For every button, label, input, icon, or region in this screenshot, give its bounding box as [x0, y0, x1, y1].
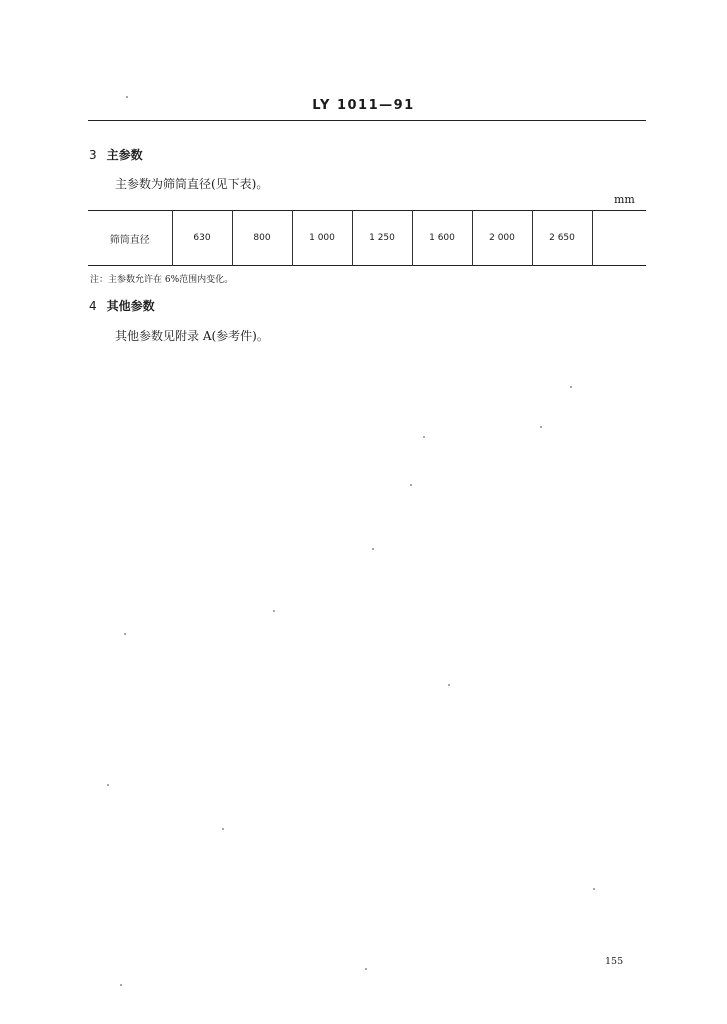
- scan-speck: [273, 610, 275, 612]
- section-4-heading: [89, 297, 155, 314]
- scan-speck: [365, 968, 367, 970]
- scan-speck: [126, 96, 128, 98]
- scan-speck: [124, 633, 126, 635]
- table-row: [88, 211, 646, 266]
- section-4-title: 其他参数: [106, 299, 155, 313]
- scan-speck: [448, 684, 450, 686]
- section-3-heading: [89, 146, 143, 163]
- section-4-text: 其他参数见附录 A(参考件)。: [115, 329, 269, 343]
- scan-speck: [222, 828, 224, 830]
- page-number: 155: [605, 956, 624, 967]
- scan-speck: [423, 436, 425, 438]
- scan-speck: [570, 386, 572, 388]
- table-cell: 630: [172, 211, 232, 266]
- scan-speck: [540, 426, 542, 428]
- table-cell-empty: [592, 211, 646, 266]
- table-cell: 2 650: [532, 211, 592, 266]
- table-cell: 1 600: [412, 211, 472, 266]
- section-3-title: 主参数: [106, 148, 143, 162]
- section-3-text: 主参数为筛筒直径(见下表)。: [115, 177, 269, 191]
- scan-speck: [372, 548, 374, 550]
- scan-speck: [120, 984, 122, 986]
- standard-code-header: LY 1011—91: [312, 98, 415, 113]
- header-rule: [88, 120, 646, 121]
- table-cell: 1 000: [292, 211, 352, 266]
- table-cell: 1 250: [352, 211, 412, 266]
- table-cell: 2 000: [472, 211, 532, 266]
- section-4-number: 4: [89, 299, 97, 313]
- table-unit-label: mm: [614, 193, 635, 206]
- row-label-screen-diameter: 筛筒直径: [109, 234, 150, 246]
- main-parameter-table: [88, 210, 646, 266]
- table-note: 注：主参数允许在 6%范围内变化。: [90, 275, 234, 285]
- scan-speck: [107, 784, 109, 786]
- table-cell: 800: [232, 211, 292, 266]
- scan-speck: [410, 484, 412, 486]
- scan-speck: [593, 888, 595, 890]
- section-3-number: 3: [89, 148, 97, 162]
